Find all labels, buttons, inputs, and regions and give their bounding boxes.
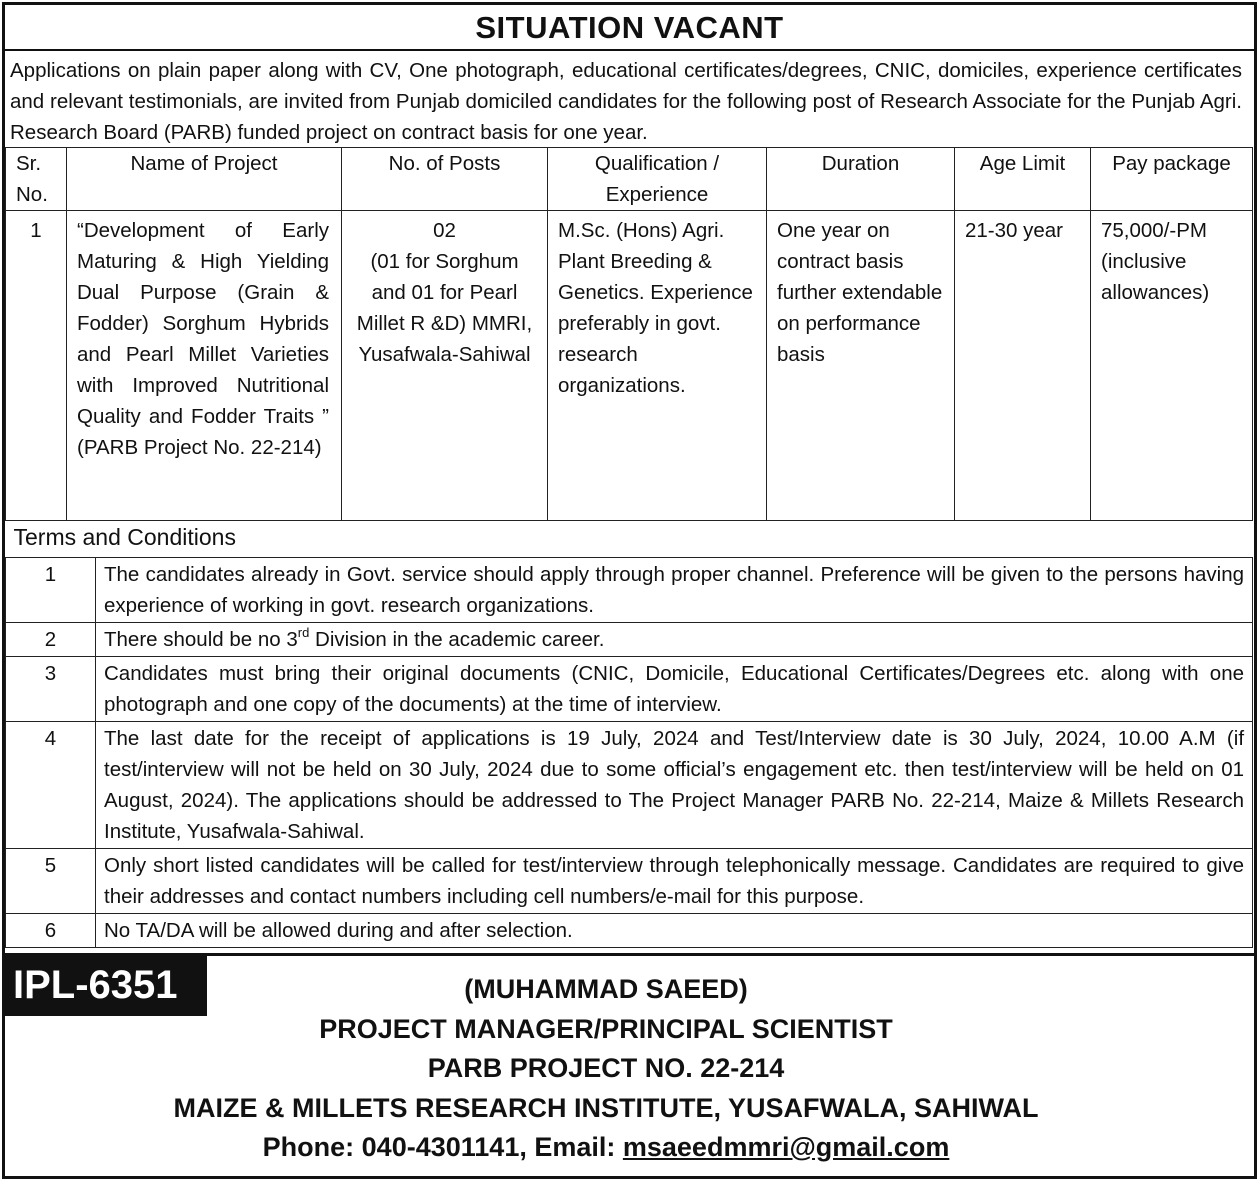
signatory-designation: PROJECT MANAGER/PRINCIPAL SCIENTIST [319,1013,893,1044]
cell-project: “Development of Early Maturing & High Yielding Dual Purpose (Grain & Fodder) Sorghum Hybrids and Pearl Millet Varieties with Improved Nutritional Quality and Fodder Traits ” (PARB Project No. 22-214) [67,211,342,521]
header-pay: Pay package [1091,148,1253,211]
term-superscript: rd [297,624,310,640]
table-header-row [6,148,1253,211]
list-item [6,721,1253,848]
header-duration: Duration [767,148,955,211]
signature-block [0,970,1212,1168]
cell-age: 21-30 year [955,211,1091,521]
cell-posts [342,211,548,521]
term-number: 5 [6,848,96,913]
term-text-part: There should be no 3 [104,627,298,651]
term-text: The candidates already in Govt. service should apply through proper channel. Preference will be given to the persons having experience of working in govt. research organizations. [96,557,1253,622]
contact-line [0,1128,1212,1168]
term-text: Candidates must bring their original documents (CNIC, Domicile, Educational Certificates/Degrees etc. along with one photograph and one copy of the documents) at the time of interview. [96,656,1253,721]
list-item [6,557,1253,622]
term-number: 1 [6,557,96,622]
header-posts: No. of Posts [342,148,548,211]
posts-count: 02 [433,219,456,242]
signatory-project: PARB PROJECT NO. 22-214 [427,1053,785,1083]
vacancy-table [5,147,1253,521]
terms-heading: Terms and Conditions [13,524,236,550]
table-row [6,211,1253,521]
cell-pay: 75,000/-PM (inclusive allowances) [1091,211,1253,521]
list-item [6,622,1253,656]
header-project: Name of Project [67,148,342,211]
list-item [6,656,1253,721]
signatory-institute: MAIZE & MILLETS RESEARCH INSTITUTE, YUSAFWALA, SAHIWAL [173,1092,1039,1123]
email-link[interactable]: msaeedmmri@gmail.com [622,1132,950,1162]
contact-phone: Phone: 040-4301141, Email: [262,1132,623,1162]
list-item [6,848,1253,913]
list-item [6,913,1253,947]
intro-paragraph: Applications on plain paper along with CV, One photograph, educational certificates/degrees, CNIC, domiciles, experience certificates and relevant testimonials, are invited from Punjab domiciled candidates for the following post of Research Associate for the Punjab Agri. Research Board (PARB) funded project on contract basis for one year. [10,59,1242,144]
cell-qualification: M.Sc. (Hons) Agri. Plant Breeding & Genetics. Experience preferably in govt. research organizations. [548,211,767,521]
cell-sr: 1 [6,211,67,521]
posts-detail: (01 for Sorghum and 01 for Pearl Millet R &D) MMRI, Yusafwala-Sahiwal [356,250,533,366]
term-text: No TA/DA will be allowed during and after selection. [96,913,1253,947]
term-number: 2 [6,622,96,656]
ipl-badge: IPL-6351 [3,956,207,1016]
term-text: Only short listed candidates will be called for test/interview through telephonically message. Candidates are required to give their addresses and contact numbers including cell numbers/e-mail for this purpose. [96,848,1253,913]
title-divider [3,49,1256,51]
cell-duration: One year on contract basis further extendable on performance basis [767,211,955,521]
term-text: The last date for the receipt of applications is 19 July, 2024 and Test/Interview date is 30 July, 2024, 10.00 A.M (if test/interview will not be held on 30 July, 2024 due to some official’s engagement etc. then test/interview will be held on 01 August, 2024). The applications should be addressed to The Project Manager PARB No. 22-214, Maize & Millets Research Institute, Yusafwala-Sahiwal. [96,721,1253,848]
term-text [96,622,1253,656]
header-sr: Sr. No. [6,148,67,211]
term-number: 4 [6,721,96,848]
terms-table [5,521,1253,948]
term-text-part: Division in the academic career. [309,627,605,651]
page-title: SITUATION VACANT [475,10,784,45]
signatory-name: (MUHAMMAD SAEED) [464,974,748,1004]
header-qualification: Qualification / Experience [548,148,767,211]
term-number: 3 [6,656,96,721]
header-age: Age Limit [955,148,1091,211]
term-number: 6 [6,913,96,947]
